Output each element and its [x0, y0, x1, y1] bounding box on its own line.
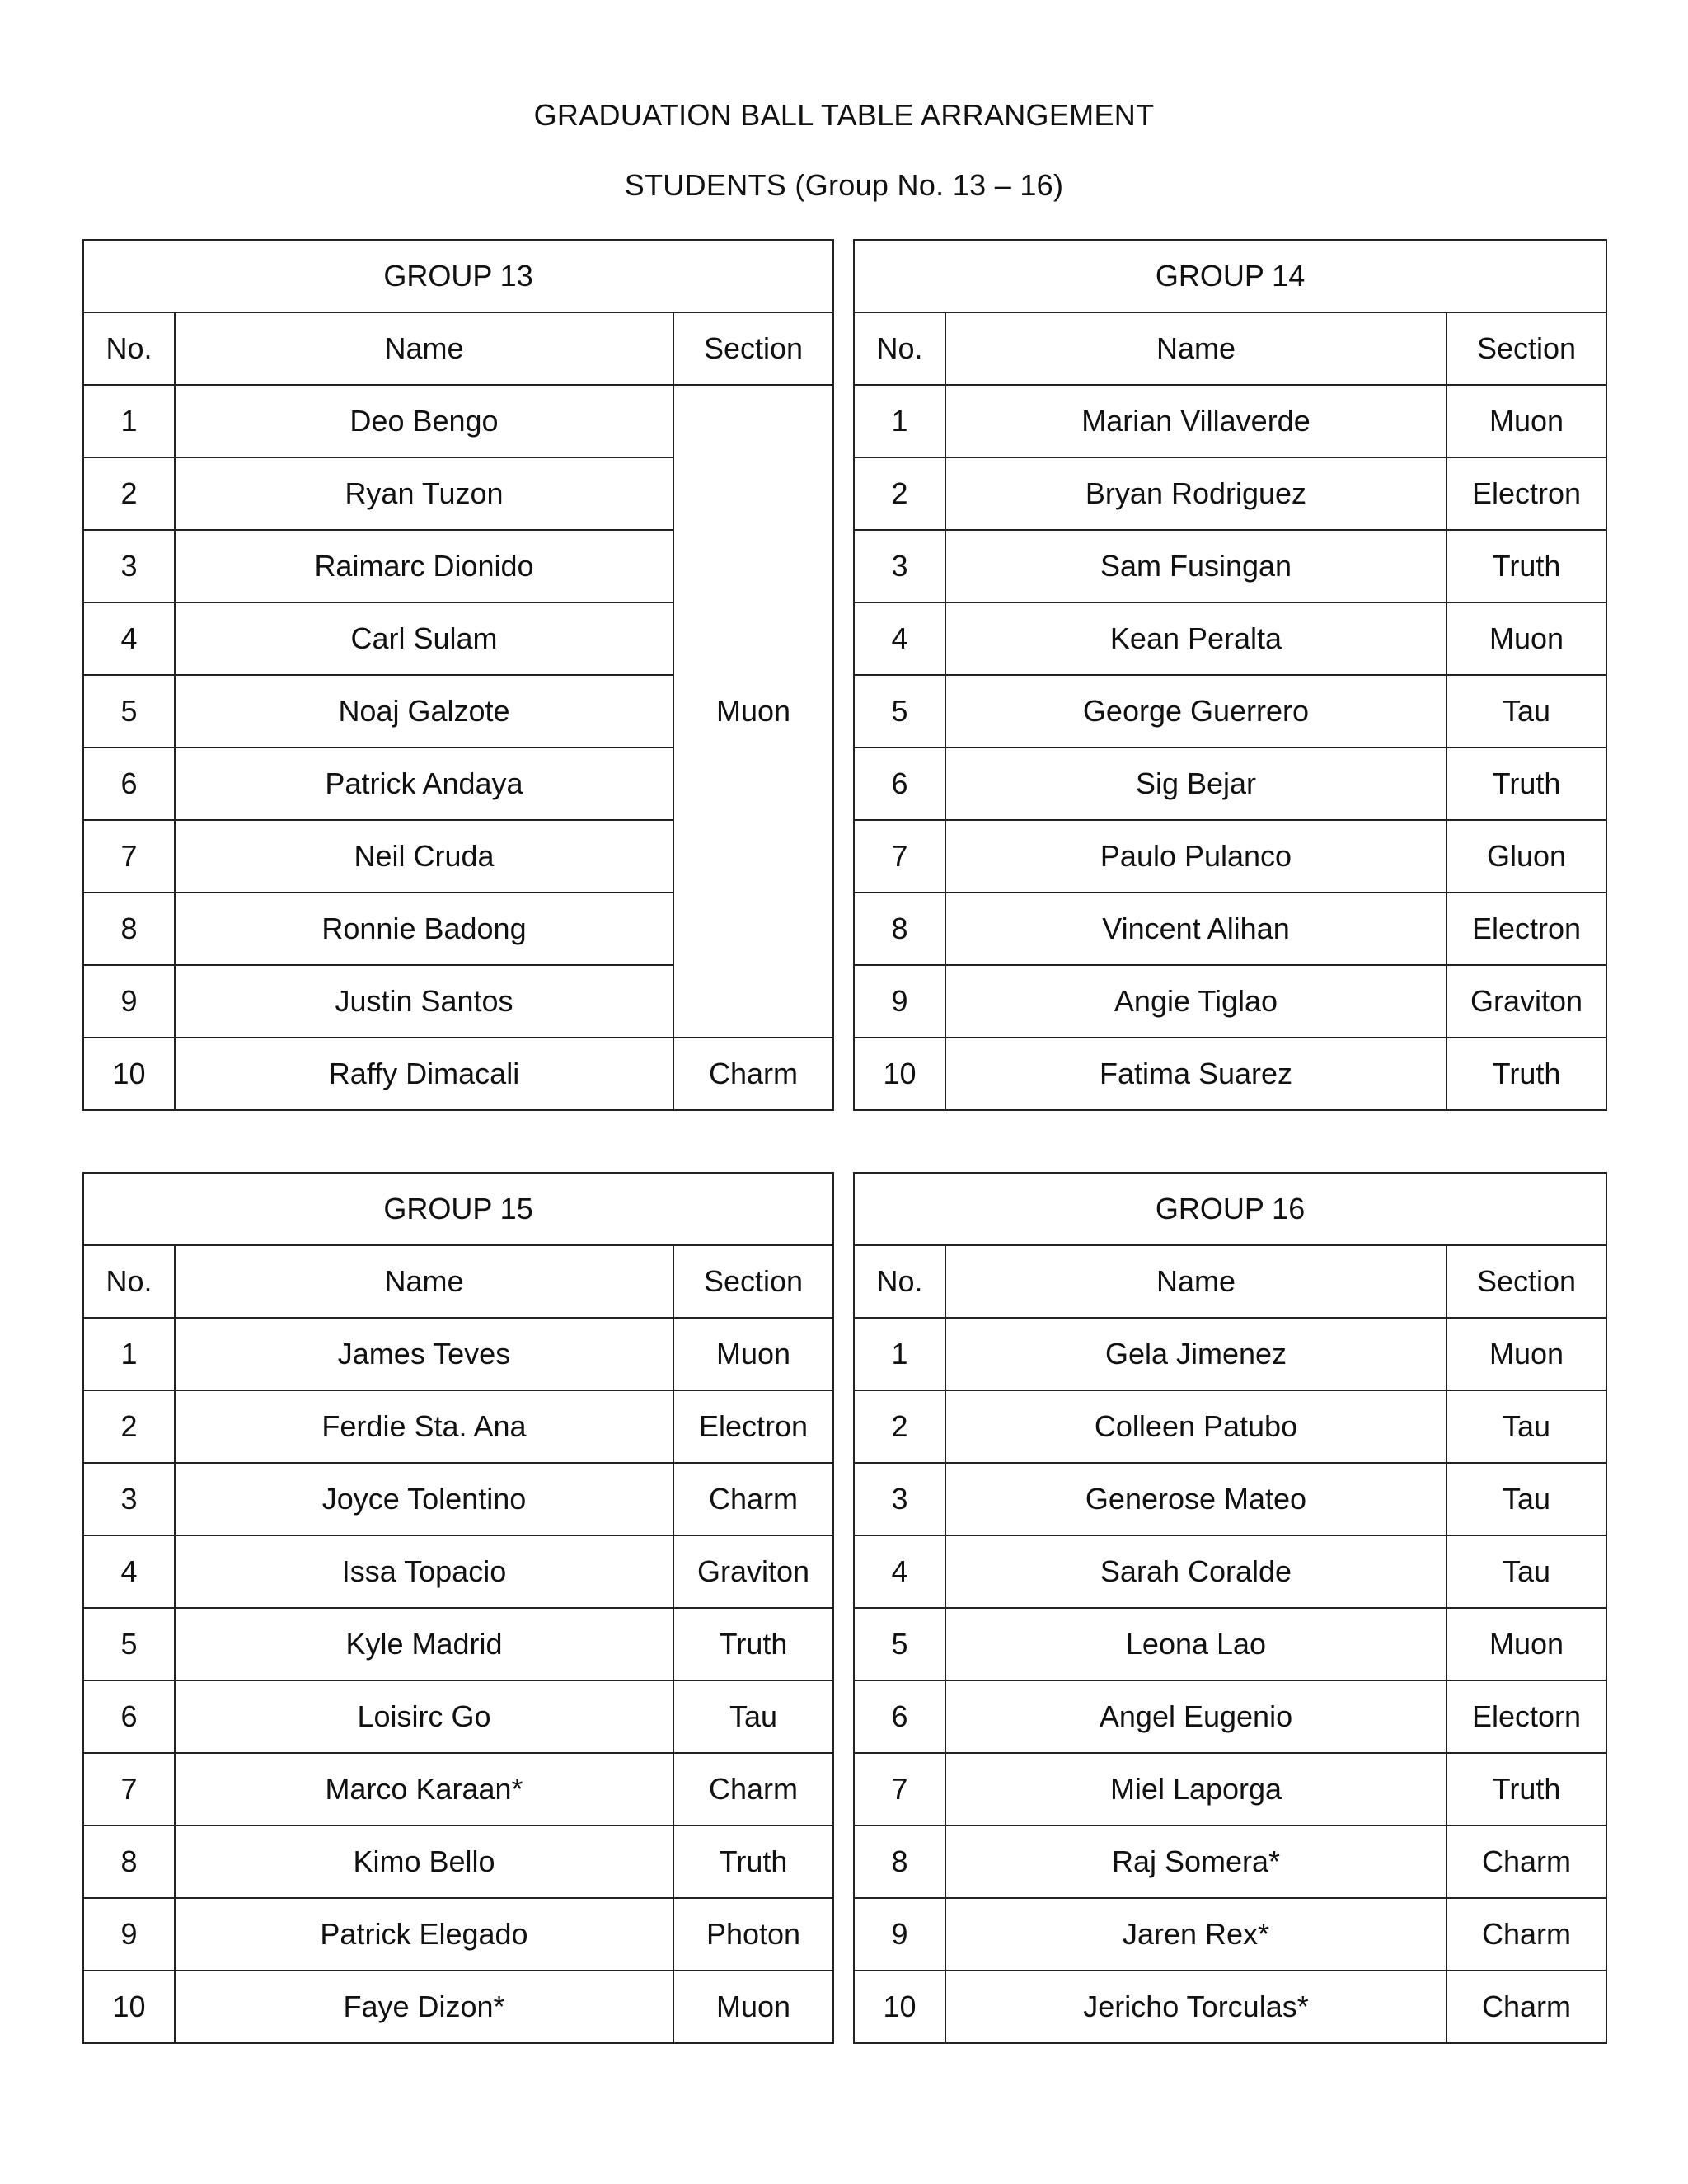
row-name: Patrick Elegado	[175, 1898, 673, 1971]
row-section: Truth	[1447, 530, 1606, 602]
row-no: 8	[83, 1825, 175, 1898]
row-section: Muon	[1447, 385, 1606, 457]
row-name: Bryan Rodriguez	[945, 457, 1447, 530]
row-name: Paulo Pulanco	[945, 820, 1447, 893]
row-name: Angie Tiglao	[945, 965, 1447, 1038]
row-name: Marco Karaan*	[175, 1753, 673, 1825]
table-row	[854, 893, 1606, 965]
row-no: 1	[854, 1318, 945, 1390]
row-no: 3	[83, 1463, 175, 1535]
row-no: 2	[854, 1390, 945, 1463]
table-row	[83, 1318, 833, 1390]
row-no: 9	[83, 1898, 175, 1971]
header-section: Section	[673, 312, 833, 385]
row-name: Kimo Bello	[175, 1825, 673, 1898]
row-no: 8	[854, 1825, 945, 1898]
row-section: Electron	[1447, 457, 1606, 530]
row-name: Ryan Tuzon	[175, 457, 673, 530]
row-section: Charm	[673, 1038, 833, 1110]
header-row	[83, 312, 833, 385]
row-section: Charm	[1447, 1825, 1606, 1898]
row-name: Issa Topacio	[175, 1535, 673, 1608]
row-no: 4	[854, 1535, 945, 1608]
row-no: 6	[854, 1680, 945, 1753]
header-name: Name	[945, 1245, 1447, 1318]
row-section: Tau	[1447, 1535, 1606, 1608]
row-section: Electorn	[1447, 1680, 1606, 1753]
row-no: 9	[854, 1898, 945, 1971]
header-row	[83, 1245, 833, 1318]
table-row	[854, 1825, 1606, 1898]
group-14-table	[853, 239, 1607, 1111]
table-row	[854, 1038, 1606, 1110]
row-name: Joyce Tolentino	[175, 1463, 673, 1535]
table-row	[854, 1535, 1606, 1608]
row-section: Tau	[1447, 675, 1606, 748]
row-name: Vincent Alihan	[945, 893, 1447, 965]
row-no: 4	[83, 602, 175, 675]
table-row	[83, 1463, 833, 1535]
row-name: Kyle Madrid	[175, 1608, 673, 1680]
header-section: Section	[1447, 1245, 1606, 1318]
row-no: 6	[83, 1680, 175, 1753]
row-section: Muon	[1447, 1318, 1606, 1390]
row-no: 5	[83, 675, 175, 748]
table-row	[854, 1318, 1606, 1390]
row-section: Muon	[673, 1318, 833, 1390]
row-no: 4	[83, 1535, 175, 1608]
row-section: Electron	[673, 1390, 833, 1463]
row-name: Ronnie Badong	[175, 893, 673, 965]
row-section: Truth	[1447, 1038, 1606, 1110]
header-name: Name	[175, 1245, 673, 1318]
table-row	[83, 1038, 833, 1110]
row-name: Sarah Coralde	[945, 1535, 1447, 1608]
row-no: 3	[83, 530, 175, 602]
row-section: Gluon	[1447, 820, 1606, 893]
row-section: Muon	[1447, 602, 1606, 675]
row-name: Faye Dizon*	[175, 1971, 673, 2043]
header-name: Name	[175, 312, 673, 385]
group-16-table	[853, 1172, 1607, 2044]
row-section: Graviton	[673, 1535, 833, 1608]
table-row	[854, 675, 1606, 748]
group-15-table	[82, 1172, 834, 2044]
table-row	[854, 1898, 1606, 1971]
row-name: Sam Fusingan	[945, 530, 1447, 602]
row-section: Truth	[1447, 1753, 1606, 1825]
header-row	[854, 312, 1606, 385]
row-section: Truth	[673, 1825, 833, 1898]
row-no: 2	[83, 457, 175, 530]
row-name: James Teves	[175, 1318, 673, 1390]
row-name: Patrick Andaya	[175, 748, 673, 820]
document-title: GRADUATION BALL TABLE ARRANGEMENT	[533, 98, 1155, 132]
row-no: 6	[854, 748, 945, 820]
table-row	[83, 1390, 833, 1463]
row-name: Kean Peralta	[945, 602, 1447, 675]
table-row	[83, 1680, 833, 1753]
row-no: 7	[83, 820, 175, 893]
table-row	[854, 385, 1606, 457]
row-no: 4	[854, 602, 945, 675]
row-no: 3	[854, 1463, 945, 1535]
row-name: Loisirc Go	[175, 1680, 673, 1753]
row-name: Fatima Suarez	[945, 1038, 1447, 1110]
row-name: Sig Bejar	[945, 748, 1447, 820]
row-name: Jaren Rex*	[945, 1898, 1447, 1971]
header-row	[854, 1245, 1606, 1318]
row-name: Colleen Patubo	[945, 1390, 1447, 1463]
table-row	[83, 1898, 833, 1971]
table-row	[854, 748, 1606, 820]
row-section: Graviton	[1447, 965, 1606, 1038]
row-name: Deo Bengo	[175, 385, 673, 457]
row-name: Neil Cruda	[175, 820, 673, 893]
row-no: 1	[83, 1318, 175, 1390]
row-no: 5	[854, 1608, 945, 1680]
row-no: 10	[854, 1971, 945, 2043]
row-no: 5	[854, 675, 945, 748]
header-no: No.	[83, 1245, 175, 1318]
row-no: 10	[83, 1971, 175, 2043]
row-section: Tau	[673, 1680, 833, 1753]
header-no: No.	[83, 312, 175, 385]
row-no: 10	[83, 1038, 175, 1110]
table-row	[83, 1753, 833, 1825]
table-row	[83, 1608, 833, 1680]
row-name: Raimarc Dionido	[175, 530, 673, 602]
row-name: Raffy Dimacali	[175, 1038, 673, 1110]
row-section: Tau	[1447, 1390, 1606, 1463]
group-title: GROUP 15	[83, 1173, 833, 1245]
row-name: George Guerrero	[945, 675, 1447, 748]
table-row	[854, 602, 1606, 675]
document-subtitle: STUDENTS (Group No. 13 – 16)	[624, 168, 1064, 202]
table-row	[854, 1390, 1606, 1463]
group-title: GROUP 13	[83, 240, 833, 312]
row-no: 3	[854, 530, 945, 602]
header-section: Section	[673, 1245, 833, 1318]
table-row	[854, 1971, 1606, 2043]
row-section: Electron	[1447, 893, 1606, 965]
row-name: Angel Eugenio	[945, 1680, 1447, 1753]
row-no: 7	[854, 820, 945, 893]
row-name: Justin Santos	[175, 965, 673, 1038]
table-row	[854, 965, 1606, 1038]
row-no: 2	[854, 457, 945, 530]
header-no: No.	[854, 1245, 945, 1318]
row-no: 1	[83, 385, 175, 457]
row-name: Noaj Galzote	[175, 675, 673, 748]
row-section: Charm	[1447, 1971, 1606, 2043]
row-no: 8	[83, 893, 175, 965]
header-no: No.	[854, 312, 945, 385]
row-no: 9	[854, 965, 945, 1038]
row-section-merged: Muon	[673, 385, 833, 1038]
header-section: Section	[1447, 312, 1606, 385]
row-name: Raj Somera*	[945, 1825, 1447, 1898]
row-name: Carl Sulam	[175, 602, 673, 675]
row-name: Gela Jimenez	[945, 1318, 1447, 1390]
table-row	[854, 457, 1606, 530]
row-no: 7	[854, 1753, 945, 1825]
row-no: 10	[854, 1038, 945, 1110]
row-section: Tau	[1447, 1463, 1606, 1535]
table-row	[83, 1971, 833, 2043]
table-row	[83, 1535, 833, 1608]
row-section: Muon	[673, 1971, 833, 2043]
row-no: 7	[83, 1753, 175, 1825]
table-row	[83, 1825, 833, 1898]
table-row	[854, 1463, 1606, 1535]
row-no: 2	[83, 1390, 175, 1463]
table-row	[854, 820, 1606, 893]
row-name: Generose Mateo	[945, 1463, 1447, 1535]
table-row	[854, 1608, 1606, 1680]
row-no: 5	[83, 1608, 175, 1680]
row-section: Truth	[1447, 748, 1606, 820]
group-title: GROUP 14	[854, 240, 1606, 312]
row-name: Jericho Torculas*	[945, 1971, 1447, 2043]
row-section: Photon	[673, 1898, 833, 1971]
row-no: 6	[83, 748, 175, 820]
row-section: Muon	[1447, 1608, 1606, 1680]
row-name: Leona Lao	[945, 1608, 1447, 1680]
table-row	[83, 385, 833, 457]
table-row	[854, 530, 1606, 602]
row-name: Marian Villaverde	[945, 385, 1447, 457]
row-section: Truth	[673, 1608, 833, 1680]
row-section: Charm	[673, 1753, 833, 1825]
header-name: Name	[945, 312, 1447, 385]
table-row	[854, 1753, 1606, 1825]
row-section: Charm	[673, 1463, 833, 1535]
group-title: GROUP 16	[854, 1173, 1606, 1245]
row-no: 8	[854, 893, 945, 965]
row-no: 1	[854, 385, 945, 457]
table-row	[854, 1680, 1606, 1753]
row-name: Ferdie Sta. Ana	[175, 1390, 673, 1463]
row-section: Charm	[1447, 1898, 1606, 1971]
group-13-table	[82, 239, 834, 1111]
row-name: Miel Laporga	[945, 1753, 1447, 1825]
row-no: 9	[83, 965, 175, 1038]
